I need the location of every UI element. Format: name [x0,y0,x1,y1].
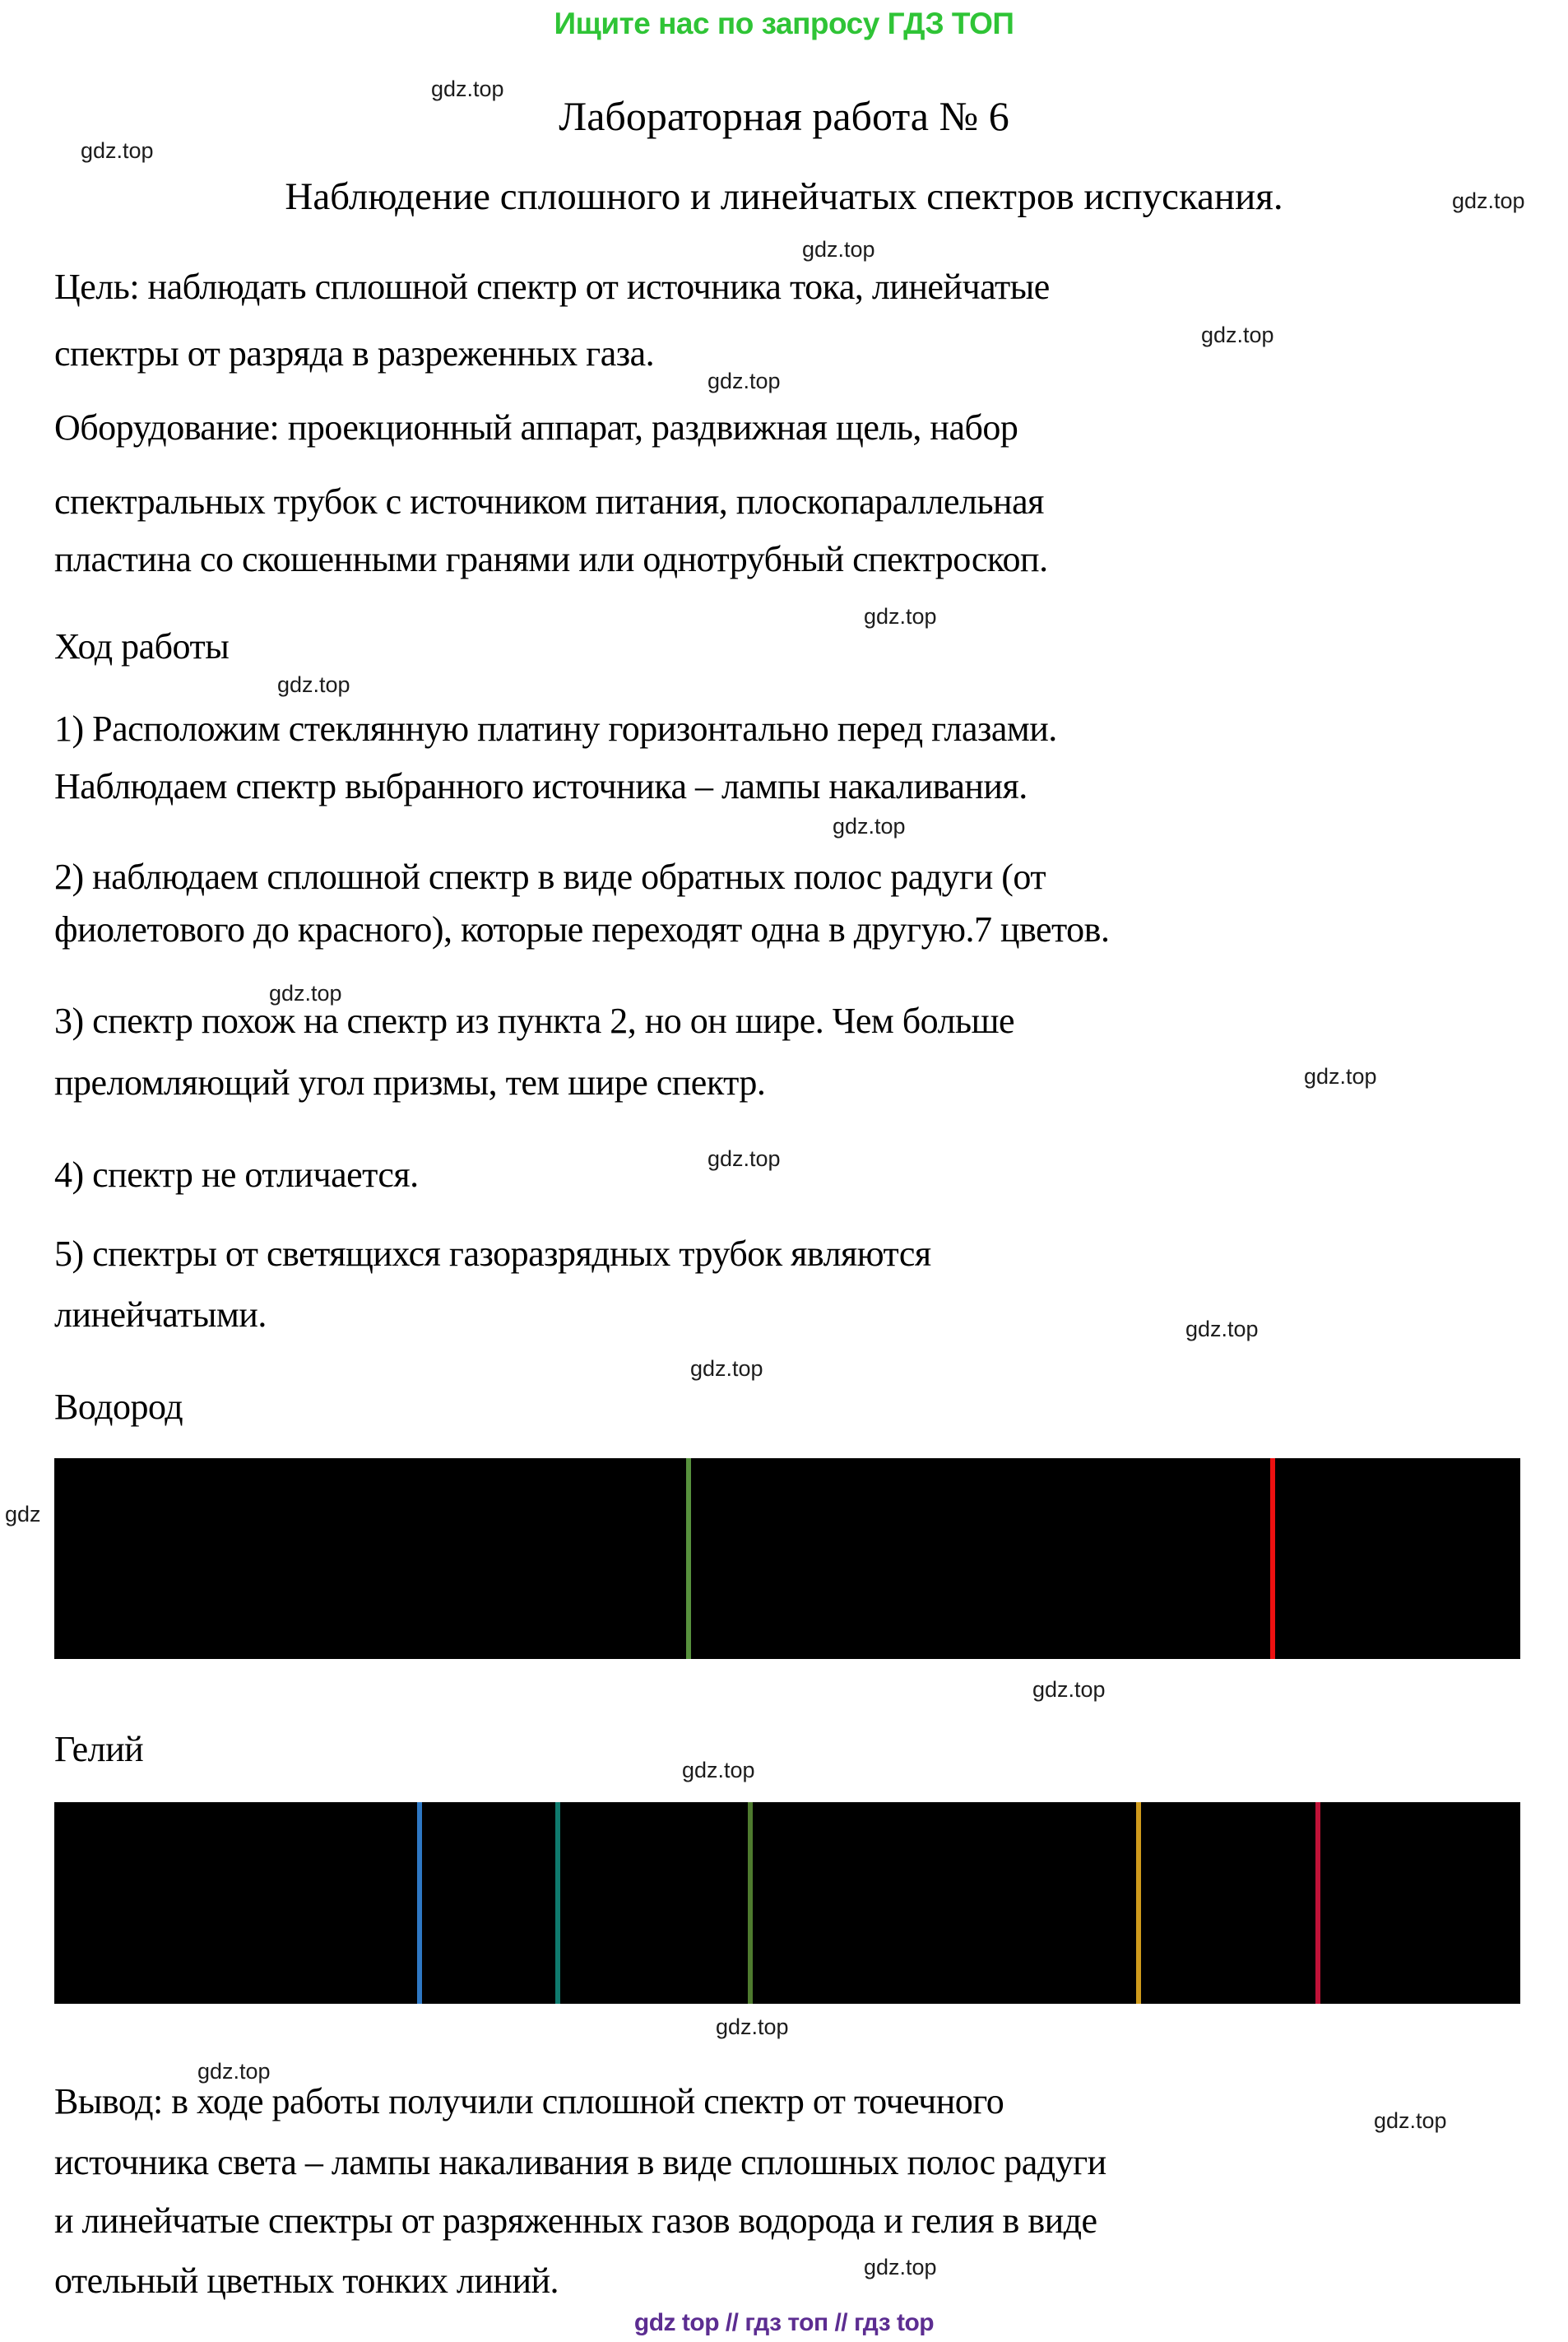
page-title: Лабораторная работа № 6 [559,93,1009,139]
watermark: gdz.top [81,138,154,163]
conclusion-line-1: Вывод: в ходе работы получили сплошной спектр от точечного [54,2081,1004,2121]
helium-line-red [1315,1802,1320,2004]
watermark: gdz.top [802,237,875,262]
hydrogen-line-green [686,1458,691,1659]
watermark: gdz.top [1185,1317,1259,1341]
watermark: gdz.top [716,2014,789,2039]
goal-line-1: Цель: наблюдать сплошной спектр от источника тока, линейчатые [54,267,1050,307]
watermark: gdz.top [1032,1677,1106,1702]
step3-line-2: преломляющий угол призмы, тем шире спектр. [54,1062,766,1103]
hydrogen-line-red [1270,1458,1275,1659]
page-subtitle: Наблюдение сплошного и линейчатых спектров испускания. [285,175,1283,218]
watermark: gdz.top [431,77,504,101]
hydrogen-label: Водород [54,1387,183,1427]
helium-label: Гелий [54,1729,144,1769]
step5-line-1: 5) спектры от светящихся газоразрядных трубок являются [54,1234,931,1274]
promo-banner: Ищите нас по запросу ГДЗ ТОП [554,7,1014,40]
step4-line: 4) спектр не отличается. [54,1155,419,1195]
step2-line-2: фиолетового до красного), которые переходят одна в другую.7 цветов. [54,909,1110,950]
watermark: gdz.top [707,1146,781,1171]
watermark: gdz.top [277,672,350,697]
watermark-clipped: gdz [5,1502,41,1526]
helium-line-teal [555,1802,560,2004]
watermark: gdz.top [682,1758,755,1782]
step3-line-1: 3) спектр похож на спектр из пункта 2, но он шире. Чем больше [54,1001,1015,1041]
equipment-line-3: пластина со скошенными гранями или однотрубный спектроскоп. [54,539,1048,579]
watermark: gdz.top [864,604,937,629]
goal-line-2: спектры от разряда в разреженных газа. [54,333,655,374]
footer-watermark: gdz top // гдз топ // гдз top [633,2309,935,2336]
watermark: gdz.top [1304,1064,1377,1089]
step5-line-2: линейчатыми. [54,1294,267,1335]
hydrogen-spectrum [54,1458,1520,1659]
conclusion-line-3: и линейчатые спектры от разряженных газов водорода и гелия в виде [54,2200,1097,2241]
watermark: gdz.top [1201,323,1274,347]
helium-line-blue [417,1802,422,2004]
procedure-heading: Ход работы [54,626,230,667]
watermark: gdz.top [1374,2108,1447,2133]
helium-line-green [748,1802,753,2004]
watermark: gdz.top [690,1356,763,1381]
conclusion-line-4: отельный цветных тонких линий. [54,2261,559,2301]
equipment-line-1: Оборудование: проекционный аппарат, раздвижная щель, набор [54,407,1018,448]
step1-line-1: 1) Расположим стеклянную платину горизонтально перед глазами. [54,709,1057,749]
helium-spectrum [54,1802,1520,2004]
step1-line-2: Наблюдаем спектр выбранного источника – лампы накаливания. [54,766,1028,806]
watermark: gdz.top [864,2255,937,2279]
watermark: gdz.top [197,2059,271,2084]
watermark: gdz.top [1452,188,1525,213]
watermark: gdz.top [707,369,781,393]
equipment-line-2: спектральных трубок с источником питания, плоскопараллельная [54,481,1044,522]
step2-line-1: 2) наблюдаем сплошной спектр в виде обратных полос радуги (от [54,857,1046,897]
watermark: gdz.top [269,981,342,1006]
watermark: gdz.top [833,814,906,839]
helium-line-orange [1136,1802,1141,2004]
conclusion-line-2: источника света – лампы накаливания в виде сплошных полос радуги [54,2142,1106,2182]
